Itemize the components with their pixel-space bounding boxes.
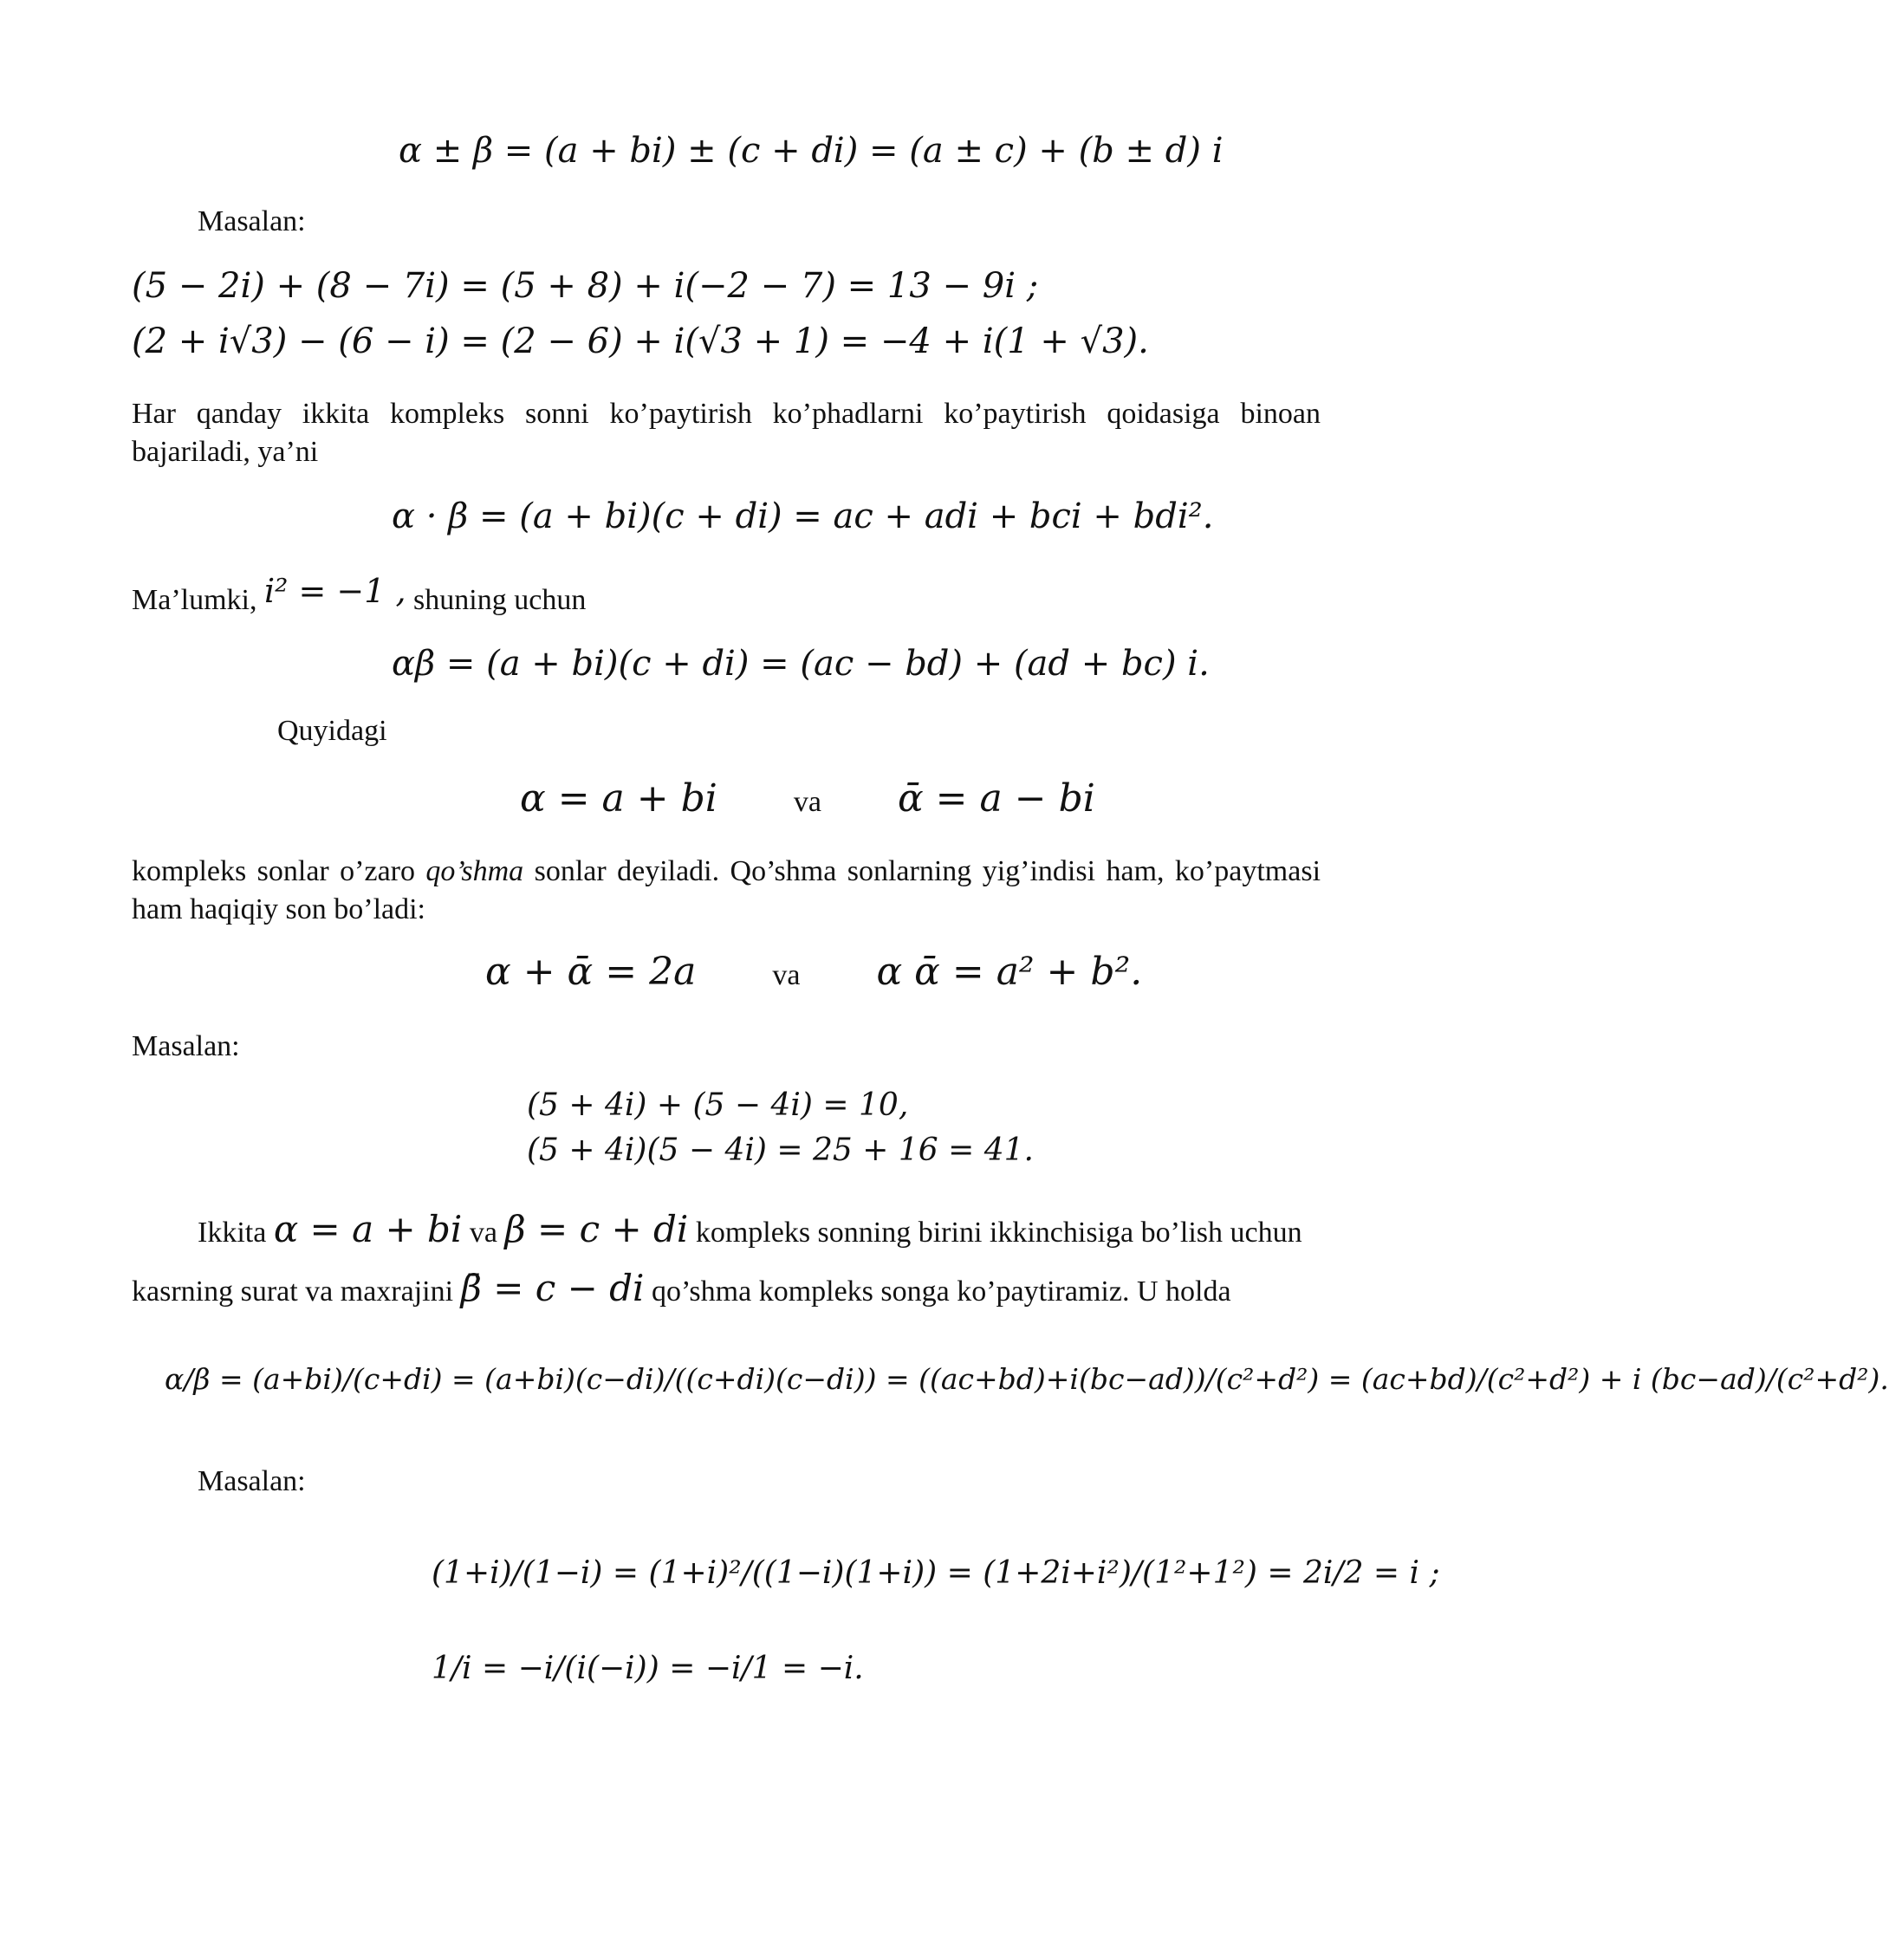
malumki-line (132, 572, 587, 620)
paragraph-conjugate (132, 853, 1321, 929)
division-intro-text: kompleks sonning birini ikkinchisiga bo’lish uchun (695, 1217, 1302, 1249)
formula-beta-conj: β̄ = c − di (460, 1267, 645, 1309)
formula-conj-prod: α ᾱ = a² + b². (876, 950, 1143, 994)
masalan-label: Masalan: (198, 205, 306, 237)
division-second-text: qo’shma kompleks songa ko’paytiramiz. U holda (651, 1275, 1231, 1308)
formula-conj-sum: α + ᾱ = 2a (485, 950, 697, 994)
formula-example-conj-1: (5 + 4i) + (5 − 4i) = 10, (527, 1087, 909, 1123)
formula-example-add-1: (5 − 2i) + (8 − 7i) = (5 + 8) + i(−2 − 7) = 13 − 9i ; (132, 266, 1039, 306)
formula-sum-rule: α ± β = (a + bi) ± (c + di) = (a ± c) + (b ± d) i (399, 131, 1224, 171)
term-qoshma: qo’shma (425, 855, 524, 887)
division-intro-line (198, 1208, 1321, 1252)
formula-i-squared: i² = −1 , (263, 572, 406, 610)
formula-division-rule: α/β = (a+bi)/(c+di) = (a+bi)(c−di)/((c+di)(c−di)) = ((ac+bd)+i(bc−ad))/(c²+d²) = (ac+bd)/(c²+d²) + i (bc−ad)/(c²+d²). (165, 1362, 1889, 1396)
shuning-uchun-text: shuning uchun (413, 584, 587, 616)
formula-beta-def: β = c + di (504, 1208, 689, 1250)
va-label: va (469, 1217, 497, 1249)
formula-mult-result: αβ = (a + bi)(c + di) = (ac − bd) + (ad + bc) i. (392, 644, 1210, 684)
kasrning-text: kasrning surat va maxrajini (132, 1275, 454, 1308)
division-second-line (132, 1267, 1321, 1311)
paragraph-multiplication: Har qanday ikkita kompleks sonni ko’paytirish ko’phadlarni ko’paytirish qoidasiga binoan bajariladi, ya’ni (132, 398, 1321, 468)
va-label: va (772, 959, 801, 991)
formula-mult-rule: α · β = (a + bi)(c + di) = ac + adi + bci + bdi². (392, 496, 1214, 536)
formula-conj-right: ᾱ = a − bi (897, 776, 1095, 821)
formula-conj-left: α = a + bi (520, 776, 717, 821)
ikkita-text: Ikkita (198, 1217, 267, 1249)
masalan-label: Masalan: (132, 1030, 240, 1062)
paragraph-conjugate-end: sonlar deyiladi. Qo’shma sonlarning yig’indisi ham, ko’paytmasi ham haqiqiy son bo’ladi: (132, 855, 1321, 925)
formula-alpha-def: α = a + bi (273, 1208, 463, 1250)
formula-example-div-1: (1+i)/(1−i) = (1+i)²/((1−i)(1+i)) = (1+2i+i²)/(1²+1²) = 2i/2 = i ; (432, 1555, 1440, 1591)
malumki-text: Ma’lumki, (132, 584, 257, 616)
formula-example-conj-2: (5 + 4i)(5 − 4i) = 25 + 16 = 41. (527, 1133, 1034, 1168)
quyidagi-text: Quyidagi (277, 715, 387, 747)
formula-example-add-2: (2 + i√3) − (6 − i) = (2 − 6) + i(√3 + 1) = −4 + i(1 + √3). (132, 321, 1149, 361)
formula-conjugate-pair (520, 776, 1095, 822)
formula-example-div-2: 1/i = −i/(i(−i)) = −i/1 = −i. (432, 1651, 864, 1686)
masalan-label: Masalan: (198, 1465, 306, 1497)
va-label: va (793, 786, 821, 818)
formula-conjugate-properties (485, 950, 1142, 996)
paragraph-conjugate-start: kompleks sonlar o’zaro (132, 855, 415, 887)
